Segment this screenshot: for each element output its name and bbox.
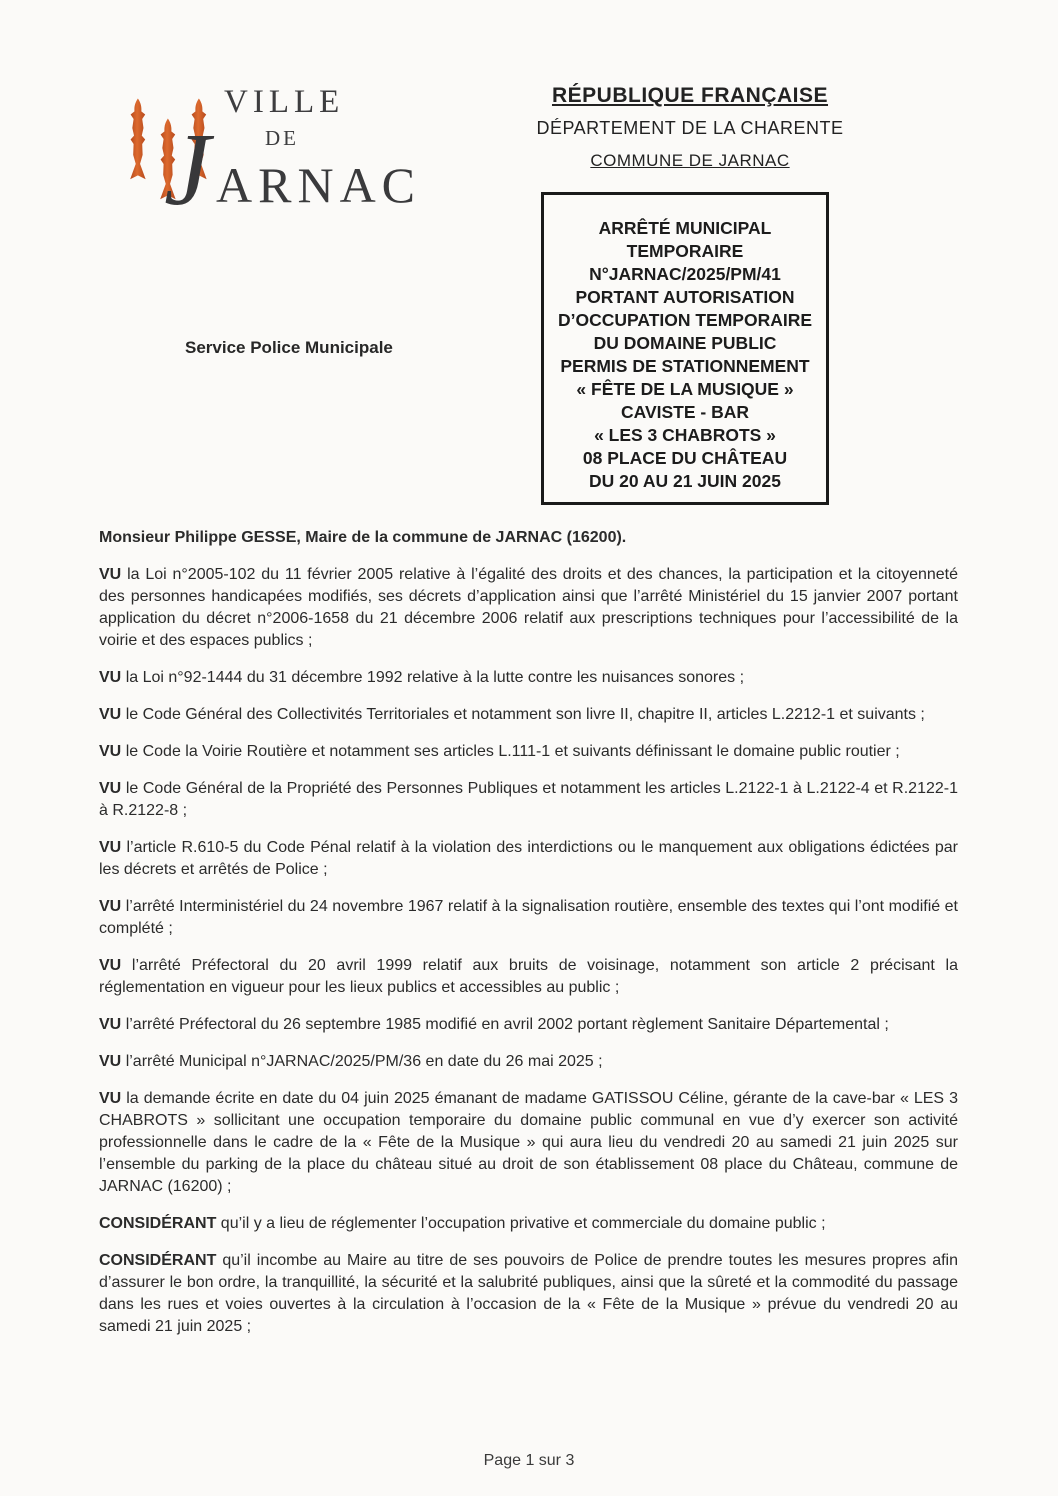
vu-paragraph [99, 667, 958, 689]
title-line: N°JARNAC/2025/PM/41 [589, 264, 781, 284]
paragraph-lead: CONSIDÉRANT [99, 1252, 217, 1269]
paragraph-text: la demande écrite en date du 04 juin 2025 émanant de madame GATISSOU Céline, gérante de la cave-bar « LES 3 CHABROTS » sollicitant une occupation temporaire du domaine public communal en vue d’y exercer son activité professionnelle dans le cadre de la « Fête de la Musique » qui aura lieu du vendredi 20 au samedi 21 juin 2025 sur l’ensemble du parking de la place du château situé au droit de son établissement 08 place du Château, commune de JARNAC (16200) ; [99, 1090, 958, 1195]
paragraph-lead: VU [99, 839, 122, 856]
title-line: « FÊTE DE LA MUSIQUE » [576, 379, 794, 399]
title-line: TEMPORAIRE [626, 241, 744, 261]
header-right [505, 84, 875, 171]
paragraph-text: le Code la Voirie Routière et notamment ses articles L.111-1 et suivants définissant le domaine public routier ; [125, 743, 900, 760]
paragraph-lead: CONSIDÉRANT [99, 1215, 217, 1232]
departement-line: DÉPARTEMENT DE LA CHARENTE [536, 118, 844, 138]
paragraph-text: qu’il incombe au Maire au titre de ses pouvoirs de Police de prendre toutes les mesures propres afin d’assurer le bon ordre, la tranquillité, la sécurité et la salubrité publiques, ainsi que la sûreté et la commodité du passage dans les rues et voies ouvertes à la circulation à l’occasion de la « Fête de la Musique » prévue du vendredi 20 au samedi 21 juin 2025 ; [99, 1252, 958, 1335]
vu-paragraph [99, 778, 958, 822]
title-line: « LES 3 CHABROTS » [594, 425, 776, 445]
paragraph-text: l’arrêté Préfectoral du 26 septembre 1985 modifié en avril 2002 portant règlement Sanitaire Départemental ; [125, 1016, 889, 1033]
paragraph-lead: VU [99, 566, 122, 583]
paragraph-text: qu’il y a lieu de réglementer l’occupation privative et commerciale du domaine public ; [220, 1215, 826, 1232]
logo-text-ville: VILLE [224, 84, 345, 120]
republique-line: RÉPUBLIQUE FRANÇAISE [551, 84, 829, 107]
title-line: ARRÊTÉ MUNICIPAL [598, 218, 772, 238]
title-line: 08 PLACE DU CHÂTEAU [582, 448, 788, 468]
title-line: PORTANT AUTORISATION [575, 287, 795, 307]
considerant-paragraph [99, 1250, 958, 1338]
paragraph-lead: VU [99, 898, 122, 915]
logo-text-jarnac-rest: ARNAC [216, 157, 422, 213]
vu-paragraph [99, 1088, 958, 1198]
title-line: DU 20 AU 21 JUIN 2025 [589, 471, 781, 491]
paragraph-lead: VU [99, 1053, 122, 1070]
page-number: Page 1 sur 3 [483, 1452, 575, 1469]
paragraph-lead: VU [99, 957, 122, 974]
intro-line: Monsieur Philippe GESSE, Maire de la commune de JARNAC (16200). [99, 529, 627, 546]
paragraph-lead: VU [99, 669, 122, 686]
vu-paragraph [99, 741, 958, 763]
title-line: D’OCCUPATION TEMPORAIRE [557, 310, 813, 330]
service-label: Service Police Municipale [185, 338, 393, 357]
paragraph-text: l’arrêté Municipal n°JARNAC/2025/PM/36 en date du 26 mai 2025 ; [125, 1053, 603, 1070]
logo-text-jarnac-initial: J [164, 112, 211, 227]
vu-paragraph [99, 955, 958, 999]
commune-line: COMMUNE DE JARNAC [590, 151, 790, 170]
vu-paragraph [99, 1014, 958, 1036]
paragraph-text: l’arrêté Préfectoral du 20 avril 1999 relatif aux bruits de voisinage, notamment son article 2 précisant la réglementation en vigueur pour les lieux publics et accessibles au public ; [99, 957, 958, 996]
arrete-title-box [541, 192, 829, 505]
title-line: PERMIS DE STATIONNEMENT [560, 356, 810, 376]
paragraph-text: le Code Général des Collectivités Territoriales et notamment son livre II, chapitre II, articles L.2212-1 et suivants ; [125, 706, 925, 723]
vu-paragraph [99, 1051, 958, 1073]
paragraph-lead: VU [99, 743, 122, 760]
vu-paragraph [99, 564, 958, 652]
paragraph-lead: VU [99, 1016, 122, 1033]
logo-text-de: DE [265, 126, 299, 150]
vu-paragraph [99, 837, 958, 881]
paragraph-lead: VU [99, 706, 122, 723]
paragraph-text: la Loi n°92-1444 du 31 décembre 1992 relative à la lutte contre les nuisances sonores ; [125, 669, 745, 686]
paragraph-lead: VU [99, 1090, 122, 1107]
vu-paragraph [99, 896, 958, 940]
paragraph-lead: VU [99, 780, 122, 797]
document-body [99, 527, 958, 1353]
paragraph-text: le Code Général de la Propriété des Personnes Publiques et notamment les articles L.2122-1 à L.2122-4 et R.2122-1 à R.2122-8 ; [99, 780, 958, 819]
paragraph-text: la Loi n°2005-102 du 11 février 2005 relative à l’égalité des droits et des chances, la participation et la citoyenneté des personnes handicapées modifiés, ses décrets d’application ainsi que l’arrêté Ministériel du 15 janvier 2007 portant application du décret n°2006-1658 du 21 décembre 2006 relatif aux prescriptions techniques pour l’accessibilité de la voirie et des espaces publics ; [99, 566, 959, 649]
paragraph-text: l’arrêté Interministériel du 24 novembre 1967 relatif à la signalisation routière, ensemble des textes qui l’ont modifié et complété ; [99, 898, 958, 937]
paragraph-text: l’article R.610-5 du Code Pénal relatif à la violation des interdictions ou le manquement aux obligations édictées par les décrets et arrêtés de Police ; [99, 839, 958, 878]
considerant-paragraph [99, 1213, 958, 1235]
title-line: CAVISTE - BAR [620, 402, 749, 422]
title-line: DU DOMAINE PUBLIC [593, 333, 777, 353]
vu-paragraph [99, 704, 958, 726]
